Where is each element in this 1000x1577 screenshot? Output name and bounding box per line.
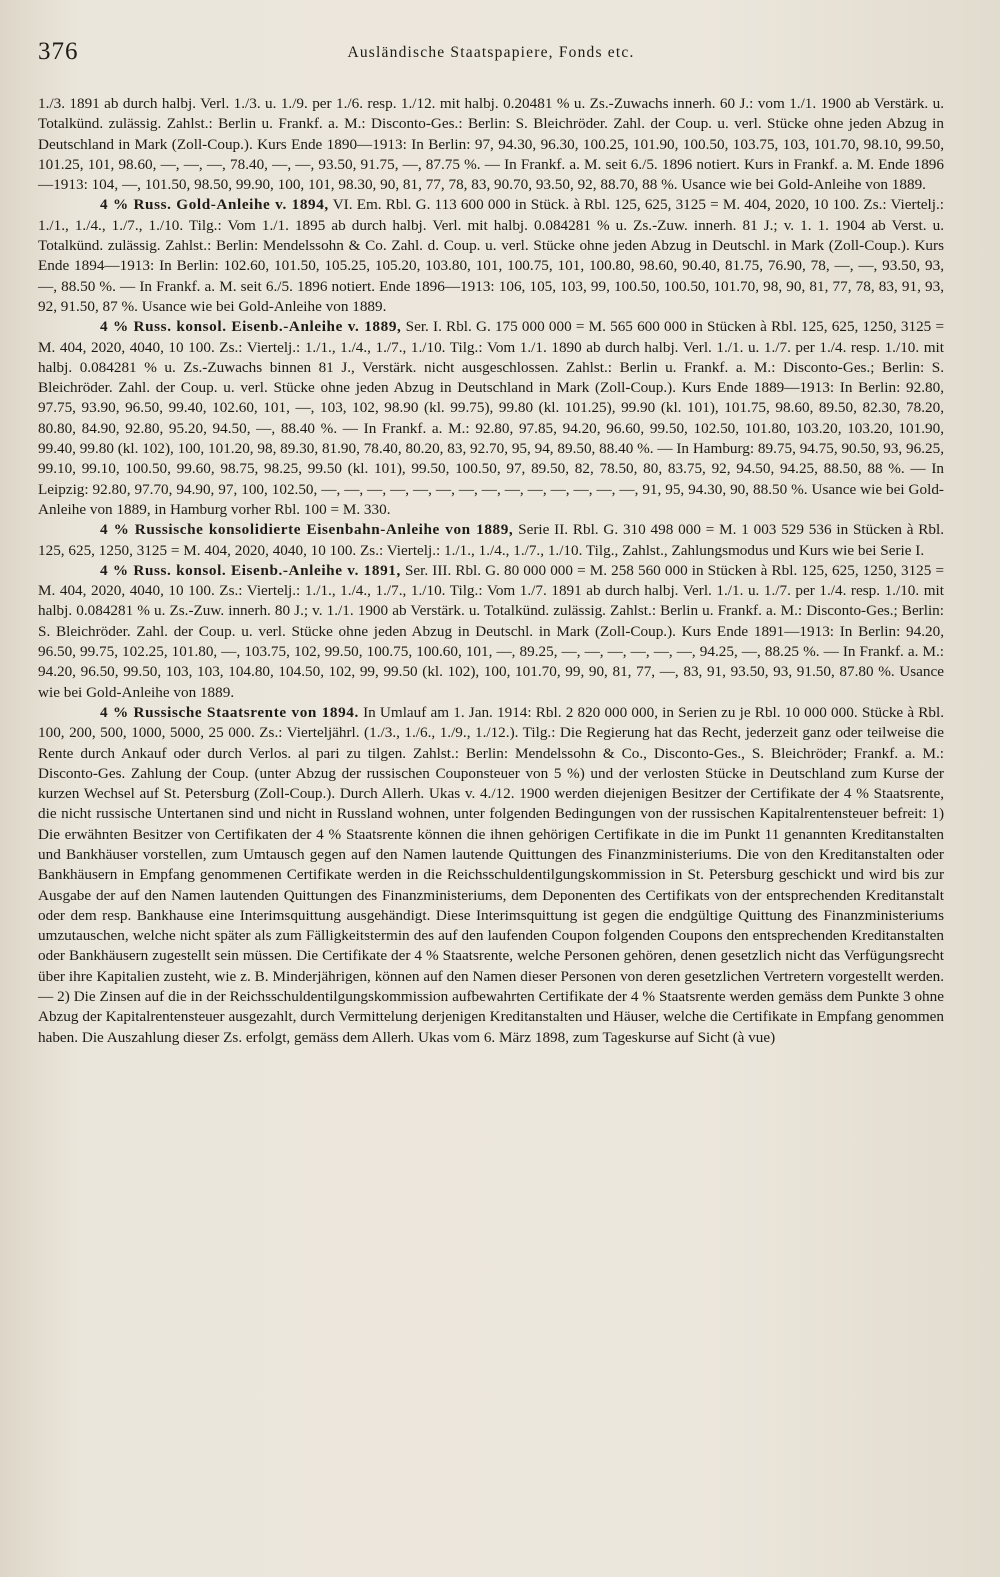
entry-eisenb-anleihe-1889-ser1 [38, 317, 944, 520]
entry-staatsrente-1894 [38, 703, 944, 1048]
entry-heading: 4 % Russ. Gold-Anleihe v. 1894, [100, 196, 329, 214]
entry-heading: 4 % Russische konsolidierte Eisenbahn-Anleihe von 1889, [100, 521, 514, 539]
paragraph-text: 1./3. 1891 ab durch halbj. Verl. 1./3. u. 1./9. per 1./6. resp. 1./12. mit halbj. 0.20481 % u. Zs.-Zuwachs innerh. 60 J.: vom 1./1. 1900 ab Verstärk. u. Totalkünd. zulässig. Zahlst.: Berlin u. Frankf. a. M.: Disconto-Ges.: Berlin: S. Bleichröder. Zahl. der Coup. u. verl. Stücke ohne jeden Abzug in Deutschland in Mark (Zoll-Coup.). Kurs Ende 1890—1913: In Berlin: 97, 94.30, 96.30, 100.25, 101.90, 100.50, 103.75, 103, 101.70, 98.10, 99.50, 101.25, 101, 98.60, —, —, —, 78.40, —, —, 93.50, 91.75, —, 87.75 %. — In Frankf. a. M. seit 6./5. 1896 notiert. Kurs in Frankf. a. M. Ende 1896—1913: 104, —, 101.50, 98.50, 99.90, 100, 101, 98.30, 90, 81, 77, 78, 83, 90.70, 93.50, 92, 88.70, 88 %. Usance wie bei Gold-Anleihe von 1889. [38, 95, 944, 194]
entry-heading: 4 % Russische Staatsrente von 1894. [100, 703, 359, 721]
page-header [38, 38, 944, 72]
body-text [38, 94, 944, 1048]
entry-text: In Umlauf am 1. Jan. 1914: Rbl. 2 820 000 000, in Serien zu je Rbl. 10 000 000. Stücke à Rbl. 100, 200, 500, 1000, 5000, 25 000. Zs.: Vierteljährl. (1./3., 1./6., 1./9., 1./12.). Tilg.: Die Regierung hat das Recht, jederzeit ganz oder teilweise die Rente durch Ankauf oder durch Verlos. al pari zu tilgen. Zahlst.: Berlin: Mendelssohn & Co., Disconto-Ges., S. Bleichröder; Frankf. a. M.: Disconto-Ges. Zahlung der Coup. (unter Abzug der russischen Couponsteuer von 5 %) und der verlosten Stücke in Deutschland zum Kurse der kurzen Wechsel auf St. Petersburg (Zoll-Coup.). Durch Allerh. Ukas v. 4./12. 1900 werden diejenigen Besitzer der Certifikate der 4 % Staatsrente, die nicht russische Untertanen sind und nicht in Russland wohnen, unter folgenden Bedingungen von der russischen Kapitalrentensteuer befreit: 1) Die erwähnten Besitzer von Certifikaten der 4 % Staatsrente können die ihnen gehörigen Certifikate in die im Punkt 11 genannten Kreditanstalten und Bankhäuser vorstellen, zum Umtausch gegen auf den Namen lautende Quittungen des Finanzministeriums. Die von den Kreditanstalten oder Bankhäusern in Empfang genommenen Certifikate werden in die Reichsschuldentilgungskommission in St. Petersburg geschickt und wird bis zur Ausgabe der auf den Namen lautenden Quittungen des Finanzministeriums, dem Deponenten des Certifikats von der entsprechenden Kreditanstalt oder dem resp. Bankhause eine Interimsquittung ausgehändigt. Diese Interimsquittung ist gegen die endgültige Quittung des Finanzministeriums umzutauschen, welche nicht später als zum Fälligkeitstermin des auf den laufenden Coupon folgenden Coupons den entsprechenden Kreditanstalten oder Bankhäusern zugestellt sein müssen. Die Certifikate der 4 % Staatsrente, welche Personen gehören, denen gesetzlich nicht das Verfügungsrecht über ihre Kapitalien zusteht, wie z. B. Minderjährigen, können auf den Namen dieser Personen von deren gesetzlichen Vertretern vorgestellt werden. — 2) Die Zinsen auf die in der Reichsschuldentilgungskommission aufbewahrten Certifikate der 4 % Staatsrente werden gemäss dem Punkte 3 ohne Abzug der Kapitalrentensteuer ausgezahlt, durch Vermittelung derjenigen Kreditanstalten und Häuser, welche die Certifikate in Empfang genommen haben. Die Auszahlung dieser Zs. erfolgt, gemäss dem Allerh. Ukas vom 6. März 1898, zum Tageskurse auf Sicht (à vue) [38, 703, 944, 1046]
entry-text: Serie II. Rbl. G. 310 498 000 = M. 1 003 529 536 in Stücken à Rbl. 125, 625, 1250, 3125 = M. 404, 2020, 4040, 10 100. Zs.: Viertelj.: 1./1., 1./4., 1./7., 1./10. Tilg., Zahlst., Zahlungsmodus und Kurs wie bei Serie I. [38, 521, 944, 559]
running-title: Ausländische Staatspapiere, Fonds etc. [347, 44, 635, 61]
entry-eisenb-anleihe-1889-ser2 [38, 520, 944, 561]
entry-text: Ser. I. Rbl. G. 175 000 000 = M. 565 600 000 in Stücken à Rbl. 125, 625, 1250, 3125 = M. 404, 2020, 4040, 10 100. Zs.: Viertelj.: 1./1., 1./4., 1./7., 1./10. Tilg.: Vom 1./1. 1890 ab durch halbj. Verl. 1./1. u. 1./7. per 1./4. resp. 1./10. mit halbj. 0.084281 % u. Zs.-Zuwachs binnen 81 J., Verstärk. nicht ausgeschlossen. Zahlst.: Berlin u. Frankf. a. M.: Disconto-Ges.; Berlin: S. Bleichröder. Zahl. der Coup. u. verl. Stücke ohne jeden Abzug in Deutschland in Mark (Zoll-Coup.). Kurs Ende 1889—1913: In Berlin: 92.80, 97.75, 93.90, 96.50, 99.40, 102.60, 101, —, 103, 102, 98.90 (kl. 99.75), 99.80 (kl. 101.25), 99.90 (kl. 101), 101.75, 98.60, 89.50, 82.30, 78.20, 80.80, 84.90, 92.80, 95.20, 94.50, —, 88.40 %. — In Frankf. a. M.: 92.80, 97.85, 94.20, 96.60, 99.50, 102.50, 101.80, 103.20, 103.20, 101.90, 99.40, 99.80 (kl. 102), 100, 101.20, 98, 89.30, 81.90, 78.40, 80.20, 83, 92.70, 95, 94, 89.50, 88.40 %. — In Hamburg: 89.75, 94.75, 90.50, 93, 96.25, 99.10, 99.10, 100.50, 99.60, 98.75, 98.25, 99.50 (kl. 101), 99.50, 100.50, 97, 89.50, 82, 78.50, 80, 83.75, 92, 94.50, 94.25, 88.50, 88 %. — In Leipzig: 92.80, 97.70, 94.90, 97, 100, 102.50, —, —, —, —, —, —, —, —, —, —, —, —, —, —, 91, 95, 94.30, 90, 88.50 %. Usance wie bei Gold-Anleihe von 1889, in Hamburg vorher Rbl. 100 = M. 330. [38, 318, 945, 518]
page-number: 376 [38, 38, 79, 65]
entry-gold-anleihe-1894 [38, 195, 944, 317]
entry-eisenb-anleihe-1891-ser3 [38, 561, 944, 703]
entry-text: VI. Em. Rbl. G. 113 600 000 in Stück. à Rbl. 125, 625, 3125 = M. 404, 2020, 10 100. Zs.: Viertelj.: 1./1., 1./4., 1./7., 1./10. Tilg.: Vom 1./1. 1895 ab durch halbj. Verl. mit halbj. 0.084281 % u. Zs.-Zuw. innerh. 81 J.; v. 1. 1. 1904 ab Verst. u. Totalkünd. zulässig. Zahlst.: Berlin: Mendelssohn & Co. Zahl. d. Coup. u. verl. Stücke ohne jeden Abzug in Deutschl. in Mark (Zoll-Coup.). Kurs Ende 1894—1913: In Berlin: 102.60, 101.50, 105.25, 105.20, 103.80, 101, 100.75, 101, 100.80, 98.60, 90.40, 81.75, 76.90, 78, —, —, 93.50, 93, —, 88.50 %. — In Frankf. a. M. seit 6./5. 1896 notiert. Ende 1896—1913: 106, 105, 103, 99, 100.50, 100.50, 101.70, 98, 90, 81, 77, 78, 83, 91, 93, 92, 91.50, 87 %. Usance wie bei Gold-Anleihe von 1889. [38, 196, 944, 315]
entry-text: Ser. III. Rbl. G. 80 000 000 = M. 258 560 000 in Stücken à Rbl. 125, 625, 1250, 3125 = M. 404, 2020, 4040, 10 100. Zs.: Viertelj.: 1./1., 1./4., 1./7., 1./10. Tilg.: Vom 1./7. 1891 ab durch halbj. Verl. 1./1. u. 1./7. per 1./4. resp. 1./10. mit halbj. 0.084281 % u. Zs.-Zuw. innerh. 80 J.; v. 1./1. 1900 ab Verstärk. u. Totalkünd. zulässig. Zahlst.: Berlin u. Frankf. a. M.: Disconto-Ges.; Berlin: S. Bleichröder. Zahl. der Coup. u. verl. Stücke ohne jeden Abzug in Deutschl. in Mark (Zoll-Coup.). Kurs Ende 1891—1913: In Berlin: 94.20, 96.50, 99.75, 102.25, 101.80, —, 103.75, 102, 99.50, 100.75, 100.60, 101, —, 89.25, —, —, —, —, —, —, 94.25, —, 88.25 %. — In Frankf. a. M.: 94.20, 96.50, 99.50, 103, 103, 104.80, 104.50, 102, 99, 99.50 (kl. 102), 100, 101.70, 99, 90, 81, 77, —, 83, 91, 93.50, 93, 91.50, 87.80 %. Usance wie bei Gold-Anleihe von 1889. [38, 561, 945, 701]
paragraph-continuation [38, 94, 944, 195]
entry-heading: 4 % Russ. konsol. Eisenb.-Anleihe v. 1889, [100, 318, 402, 336]
entry-heading: 4 % Russ. konsol. Eisenb.-Anleihe v. 1891, [100, 561, 401, 579]
